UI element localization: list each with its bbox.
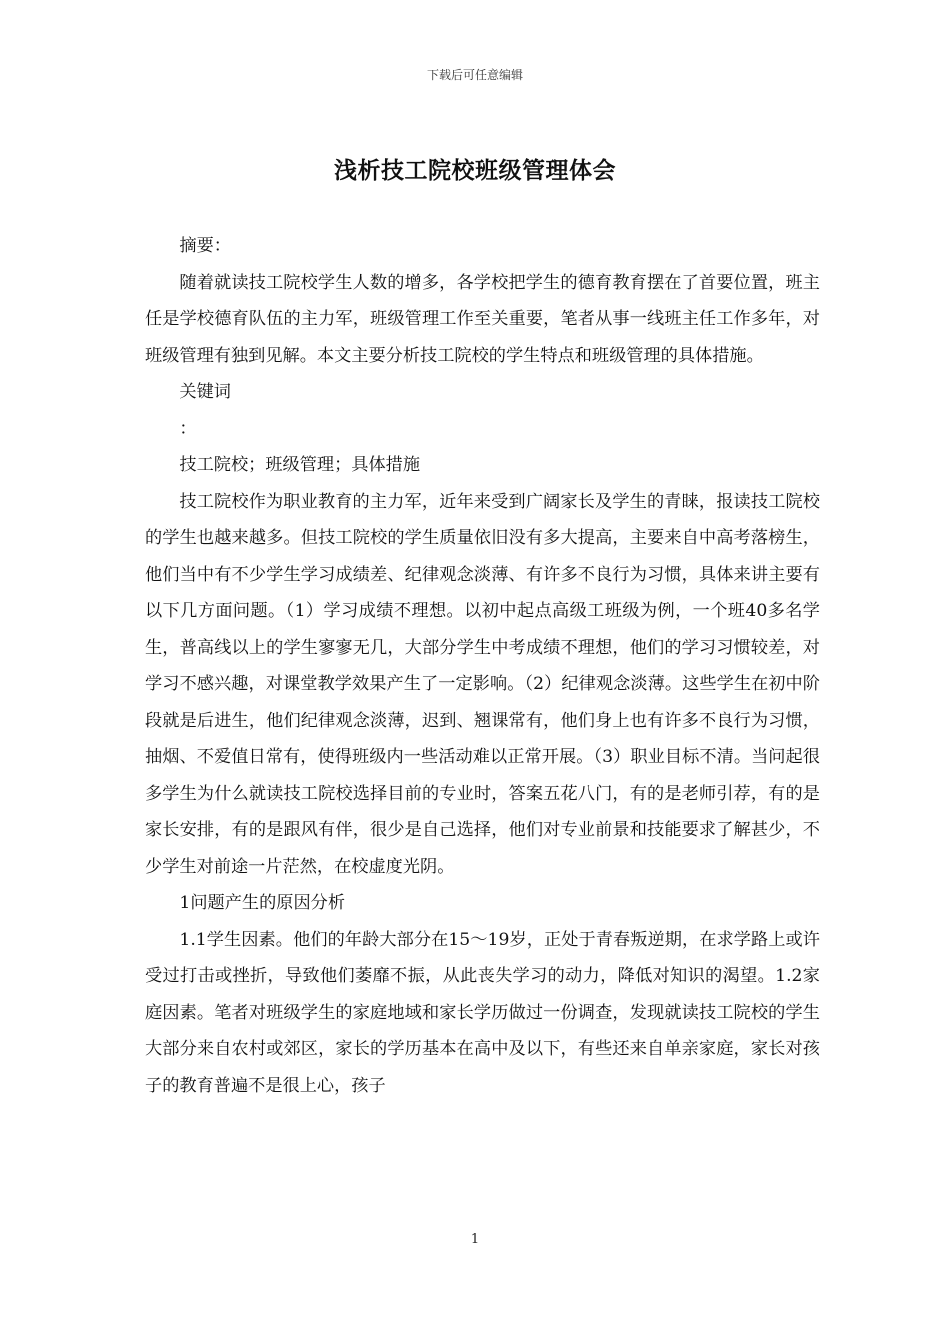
abstract-paragraph: 随着就读技工院校学生人数的增多，各学校把学生的德育教育摆在了首要位置，班主任是学校德育队伍的主力军，班级管理工作至关重要，笔者从事一线班主任工作多年，对班级管理有独到见解。本文主要分析技工院校的学生特点和班级管理的具体措施。 xyxy=(145,272,820,366)
keywords-list: 技工院校；班级管理；具体措施 xyxy=(179,455,421,475)
body-paragraph: 技工院校作为职业教育的主力军，近年来受到广阔家长及学生的青睐，报读技工院校的学生也越来越多。但技工院校的学生质量依旧没有多大提高，主要来自中高考落榜生，他们当中有不少学生学习成绩差、纪律观念淡薄、有许多不良行为习惯，具体来讲主要有以下几方面问题。（1）学习成绩不理想。以初中起点高级工班级为例，一个班40多名学生，普高线以上的学生寥寥无几，大部分学生中考成绩不理想，他们的学习习惯较差，对学习不感兴趣，对课堂教学效果产生了一定影响。（2）纪律观念淡薄。这些学生在初中阶段就是后进生，他们纪律观念淡薄，迟到、翘课常有，他们身上也有许多不良行为习惯，抽烟、不爱值日常有，使得班级内一些活动难以正常开展。（3）职业目标不清。当问起很多学生为什么就读技工院校选择目前的专业时，答案五花八门，有的是老师引荐，有的是家长安排，有的是跟风有伴，很少是自己选择，他们对专业前景和技能要求了解甚少，不少学生对前途一片茫然，在校虚度光阴。 xyxy=(145,491,820,877)
keywords-colon: ： xyxy=(179,418,197,439)
header-note: 下载后可任意编辑 xyxy=(426,68,523,82)
page-number: 1 xyxy=(470,1232,480,1247)
section-heading: 1问题产生的原因分析 xyxy=(179,893,346,913)
document-body xyxy=(145,228,820,1104)
document-title: 浅析技工院校班级管理体会 xyxy=(334,157,616,184)
abstract-heading: 摘要： xyxy=(179,236,231,256)
keywords-heading: 关键词 xyxy=(179,382,231,402)
body-paragraph: 1.1学生因素。他们的年龄大部分在15～19岁，正处于青春叛逆期，在求学路上或许受过打击或挫折，导致他们萎靡不振，从此丧失学习的动力，降低对知识的渴望。1.2家庭因素。笔者对班级学生的家庭地域和家长学历做过一份调查，发现就读技工院校的学生大部分来自农村或郊区，家长的学历基本在高中及以下，有些还来自单亲家庭，家长对孩子的教育普遍不是很上心，孩子 xyxy=(145,929,820,1096)
